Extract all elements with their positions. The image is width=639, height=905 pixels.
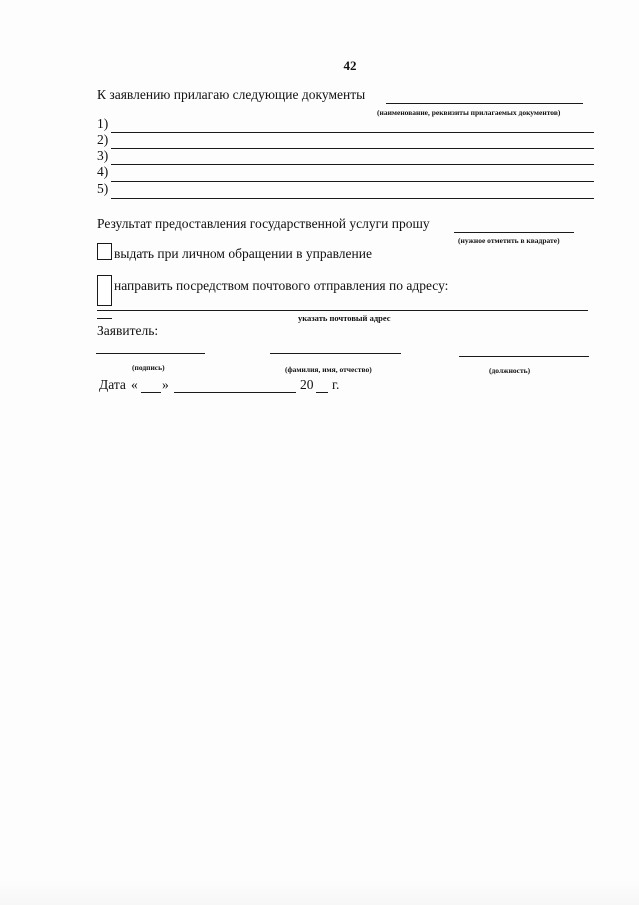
- attachment-item-4-number: 4): [97, 164, 109, 179]
- attachment-item-5-line[interactable]: [111, 198, 594, 199]
- result-hint: (нужное отметить в квадрате): [458, 236, 560, 245]
- full-name-line[interactable]: [270, 353, 401, 354]
- attachment-item-5-number: 5): [97, 181, 109, 196]
- option-in-person-label: выдать при личном обращении в управление: [114, 246, 372, 261]
- page-number: 42: [343, 58, 357, 73]
- applicant-label: Заявитель:: [97, 323, 159, 338]
- result-label: Результат предоставления государственной услуги прошу: [97, 216, 430, 231]
- attachments-intro-line[interactable]: [386, 103, 583, 104]
- attachment-item-2-number: 2): [97, 132, 109, 147]
- signature-hint: (подпись): [132, 363, 165, 372]
- checkbox-in-person[interactable]: [97, 243, 112, 260]
- date-month-line[interactable]: [174, 392, 296, 393]
- attachments-intro: К заявлению прилагаю следующие документы: [97, 87, 366, 102]
- date-year-prefix: 20: [300, 377, 314, 392]
- attachment-item-1-number: 1): [97, 116, 109, 131]
- attachment-item-1-line[interactable]: [111, 132, 594, 133]
- date-close-quote: »: [162, 377, 169, 392]
- address-line[interactable]: [97, 310, 588, 311]
- position-line[interactable]: [459, 356, 589, 357]
- date-year-line[interactable]: [316, 392, 328, 393]
- attachments-hint: (наименование, реквизиты прилагаемых документов): [377, 108, 561, 117]
- date-label: Дата: [99, 377, 126, 392]
- attachment-item-2-line[interactable]: [111, 148, 594, 149]
- date-day-line[interactable]: [141, 392, 161, 393]
- attachment-item-4-line[interactable]: [111, 181, 594, 182]
- result-label-line[interactable]: [454, 232, 574, 233]
- attachment-item-3-line[interactable]: [111, 164, 594, 165]
- option-mail-label: направить посредством почтового отправления по адресу:: [114, 278, 449, 293]
- address-hint: указать почтовый адрес: [298, 313, 391, 323]
- date-open-quote: «: [131, 377, 138, 392]
- address-short-line: [97, 318, 112, 319]
- signature-line[interactable]: [96, 353, 205, 354]
- position-hint: (должность): [489, 366, 531, 375]
- attachment-item-3-number: 3): [97, 148, 109, 163]
- date-year-suffix: г.: [332, 377, 340, 392]
- scan-edge-shadow: [0, 880, 639, 905]
- checkbox-mail[interactable]: [97, 275, 112, 306]
- full-name-hint: (фамилия, имя, отчество): [285, 365, 372, 374]
